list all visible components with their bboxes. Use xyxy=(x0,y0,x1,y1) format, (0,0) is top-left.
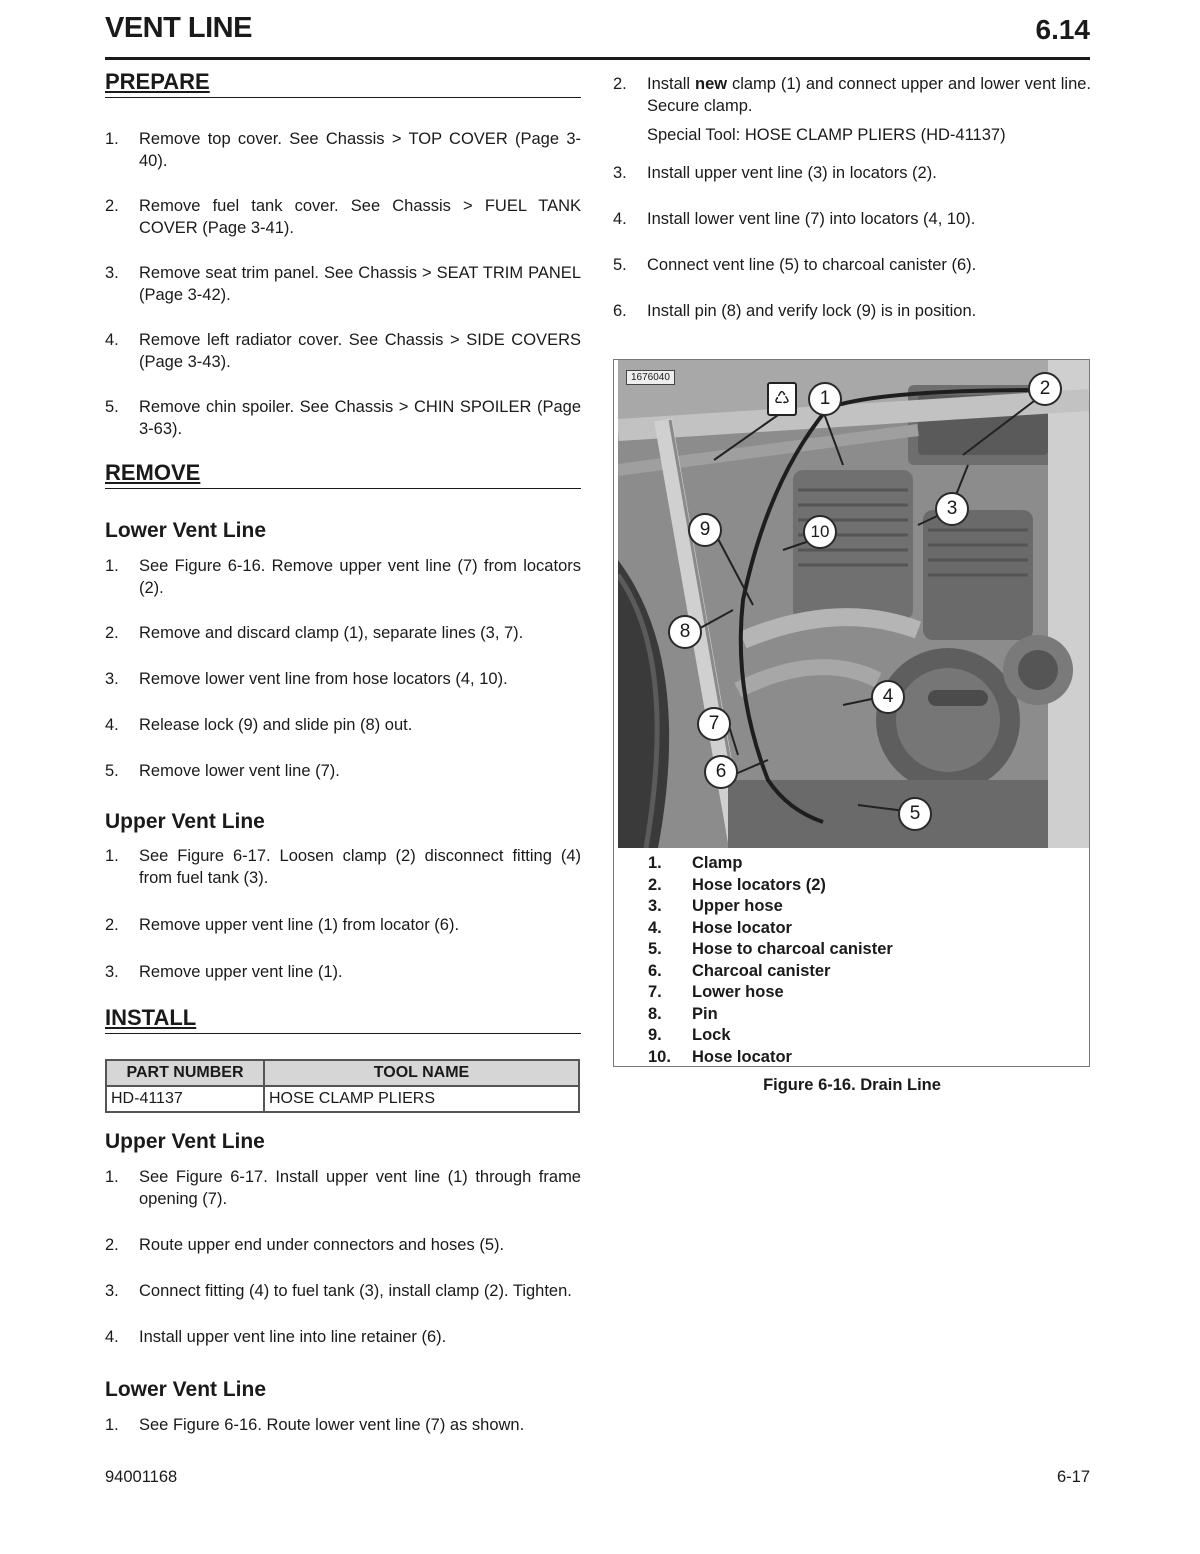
legend-item xyxy=(648,1004,893,1026)
step-text: See Figure 6-16. Route lower vent line (7) as shown. xyxy=(139,1416,525,1434)
remove-upper-vent-line-heading: Upper Vent Line xyxy=(105,810,265,833)
legend-label: Clamp xyxy=(692,854,743,872)
legend-label: Hose to charcoal canister xyxy=(692,940,893,958)
column-header: PART NUMBER xyxy=(106,1060,264,1086)
step-text: See Figure 6-17. Install upper vent line (1) through frame opening (7). xyxy=(139,1168,581,1208)
step-number: 5. xyxy=(105,762,119,780)
legend-number: 7. xyxy=(648,983,662,1001)
footer-document-number: 94001168 xyxy=(105,1468,178,1486)
install-heading: INSTALL xyxy=(105,1004,581,1034)
step-number: 1. xyxy=(105,130,119,148)
legend-item xyxy=(648,939,893,961)
list-item xyxy=(105,961,581,983)
footer-page-number: 6-17 xyxy=(1056,1468,1090,1486)
callout-5: 5 xyxy=(898,797,932,831)
step-text: Remove top cover. See Chassis > TOP COVER (Page 3-40). xyxy=(139,130,581,170)
legend-number: 10. xyxy=(648,1047,671,1066)
legend-number: 3. xyxy=(648,897,662,915)
callout-7: 7 xyxy=(697,707,731,741)
remove-heading: REMOVE xyxy=(105,459,581,489)
step-number: 5. xyxy=(105,398,119,416)
step-text-part: clamp (1) and connect upper and lower vent line. Secure clamp. xyxy=(647,75,1092,115)
step-number: 4. xyxy=(105,716,119,734)
list-item xyxy=(105,262,581,306)
legend-number: 6. xyxy=(648,961,662,980)
legend-label: Charcoal canister xyxy=(692,961,831,980)
step-text: Connect vent line (5) to charcoal canister (6). xyxy=(647,256,977,274)
special-tool-note: Special Tool: HOSE CLAMP PLIERS (HD-41137) xyxy=(647,126,1006,144)
legend-label: Hose locator xyxy=(692,918,792,937)
callout-9: 9 xyxy=(688,513,722,547)
list-item xyxy=(613,254,1091,276)
remove-lower-steps xyxy=(105,555,581,782)
step-text: Install lower vent line (7) into locators (4, 10). xyxy=(647,210,976,228)
figure-id-label: 1676040 xyxy=(626,370,675,385)
list-item xyxy=(105,845,581,889)
legend-item xyxy=(648,1047,893,1069)
step-text: Release lock (9) and slide pin (8) out. xyxy=(139,716,413,734)
step-number: 1. xyxy=(105,847,119,865)
figure-legend xyxy=(648,853,893,1068)
step-text: See Figure 6-16. Remove upper vent line (7) from locators (2). xyxy=(139,557,581,597)
section-number: 6.14 xyxy=(1035,14,1090,45)
legend-label: Lock xyxy=(692,1026,731,1044)
list-item xyxy=(105,555,581,599)
prepare-steps xyxy=(105,128,581,440)
step-number: 2. xyxy=(105,624,119,642)
prepare-heading: PREPARE xyxy=(105,68,581,98)
header-rule xyxy=(105,57,1090,60)
engine-photo xyxy=(618,360,1089,848)
legend-label: Hose locator xyxy=(692,1047,792,1066)
step-number: 1. xyxy=(105,1416,119,1434)
callout-8: 8 xyxy=(668,615,702,649)
table-header-row xyxy=(106,1060,579,1086)
left-column xyxy=(105,68,581,1436)
remove-upper-steps xyxy=(105,845,581,983)
list-item xyxy=(613,300,1091,322)
callout-2: 2 xyxy=(1028,372,1062,406)
step-number: 4. xyxy=(613,210,627,228)
step-number: 2. xyxy=(613,75,627,93)
legend-label: Hose locators (2) xyxy=(692,875,826,894)
legend-number: 4. xyxy=(648,918,662,937)
legend-label: Upper hose xyxy=(692,897,783,915)
step-number: 3. xyxy=(105,1282,119,1300)
list-item xyxy=(105,1414,581,1436)
legend-number: 9. xyxy=(648,1026,662,1044)
callout-3: 3 xyxy=(935,492,969,526)
legend-label: Pin xyxy=(692,1004,718,1023)
list-item xyxy=(613,73,1091,117)
list-item xyxy=(105,1280,581,1302)
install-lower-steps-continued xyxy=(613,73,1091,117)
emphasis-new: new xyxy=(694,75,728,93)
list-item xyxy=(105,714,581,736)
step-number: 2. xyxy=(105,1236,119,1254)
callout-10: 10 xyxy=(803,515,837,549)
column-header: TOOL NAME xyxy=(264,1060,579,1086)
step-number: 6. xyxy=(613,302,627,320)
legend-item xyxy=(648,982,893,1004)
callout-1: 1 xyxy=(808,382,842,416)
step-number: 3. xyxy=(105,670,119,688)
step-number: 1. xyxy=(105,557,119,575)
figure-6-16 xyxy=(613,359,1090,1067)
step-number: 3. xyxy=(613,164,627,182)
table-cell: HD-41137 xyxy=(106,1086,264,1112)
legend-number: 1. xyxy=(648,854,662,872)
step-text: Remove left radiator cover. See Chassis > SIDE COVERS (Page 3-43). xyxy=(139,331,581,371)
legend-item xyxy=(648,918,893,940)
step-text-part: Install xyxy=(647,75,695,93)
step-number: 4. xyxy=(105,331,119,349)
legend-item xyxy=(648,1025,893,1047)
list-item xyxy=(105,668,581,690)
step-text: Install upper vent line (3) in locators (2). xyxy=(647,164,937,182)
legend-number: 2. xyxy=(648,875,662,894)
step-text: Remove chin spoiler. See Chassis > CHIN SPOILER (Page 3-63). xyxy=(139,398,581,438)
list-item xyxy=(105,1326,581,1348)
step-text: Remove lower vent line from hose locators (4, 10). xyxy=(139,670,508,688)
step-text: Remove and discard clamp (1), separate lines (3, 7). xyxy=(139,624,524,642)
list-item xyxy=(105,1234,581,1256)
engine-illustration xyxy=(618,360,1089,848)
step-number: 5. xyxy=(613,256,627,274)
list-item xyxy=(105,329,581,373)
recycle-bin-icon: ♺ xyxy=(767,382,797,416)
step-number: 2. xyxy=(105,916,119,934)
list-item xyxy=(105,195,581,239)
callout-4: 4 xyxy=(871,680,905,714)
table-cell: HOSE CLAMP PLIERS xyxy=(264,1086,579,1112)
list-item xyxy=(105,1166,581,1210)
legend-label: Lower hose xyxy=(692,983,784,1001)
list-item xyxy=(613,208,1091,230)
list-item xyxy=(105,760,581,782)
list-item xyxy=(105,396,581,440)
step-number: 1. xyxy=(105,1168,119,1186)
legend-number: 8. xyxy=(648,1004,662,1023)
list-item xyxy=(105,622,581,644)
step-number: 3. xyxy=(105,264,119,282)
right-column xyxy=(613,73,1091,1096)
install-lower-more-steps xyxy=(613,162,1091,322)
callout-6: 6 xyxy=(704,755,738,789)
step-text: See Figure 6-17. Loosen clamp (2) disconnect fitting (4) from fuel tank (3). xyxy=(139,847,581,887)
install-upper-steps xyxy=(105,1166,581,1348)
step-text: Route upper end under connectors and hoses (5). xyxy=(139,1236,505,1254)
step-number: 2. xyxy=(105,197,119,215)
install-lower-vent-line-heading: Lower Vent Line xyxy=(105,1378,267,1401)
step-text: Remove upper vent line (1) from locator (6). xyxy=(139,916,460,934)
legend-item xyxy=(648,896,893,918)
install-upper-vent-line-heading: Upper Vent Line xyxy=(105,1130,265,1153)
step-text: Remove lower vent line (7). xyxy=(139,762,340,780)
legend-item xyxy=(648,853,893,875)
step-text: Install upper vent line into line retainer (6). xyxy=(139,1328,447,1346)
step-number: 3. xyxy=(105,963,119,981)
list-item xyxy=(105,914,581,936)
step-number: 4. xyxy=(105,1328,119,1346)
figure-caption: Figure 6-16. Drain Line xyxy=(763,1076,941,1094)
step-text: Remove seat trim panel. See Chassis > SEAT TRIM PANEL (Page 3-42). xyxy=(139,264,581,304)
step-text: Remove upper vent line (1). xyxy=(139,963,343,981)
table-row xyxy=(106,1086,579,1112)
remove-lower-vent-line-heading: Lower Vent Line xyxy=(105,519,267,542)
step-text: Remove fuel tank cover. See Chassis > FUEL TANK COVER (Page 3-41). xyxy=(139,197,581,237)
legend-item xyxy=(648,875,893,897)
chapter-title: VENT LINE xyxy=(105,12,252,44)
step-text: Install pin (8) and verify lock (9) is in position. xyxy=(647,302,977,320)
list-item xyxy=(105,128,581,172)
install-lower-steps xyxy=(105,1414,581,1436)
legend-item xyxy=(648,961,893,983)
page-header xyxy=(105,10,1090,62)
step-text: Connect fitting (4) to fuel tank (3), install clamp (2). Tighten. xyxy=(139,1282,572,1300)
tools-table xyxy=(105,1059,580,1113)
list-item xyxy=(613,162,1091,184)
step-text xyxy=(647,73,1091,117)
legend-number: 5. xyxy=(648,940,662,958)
